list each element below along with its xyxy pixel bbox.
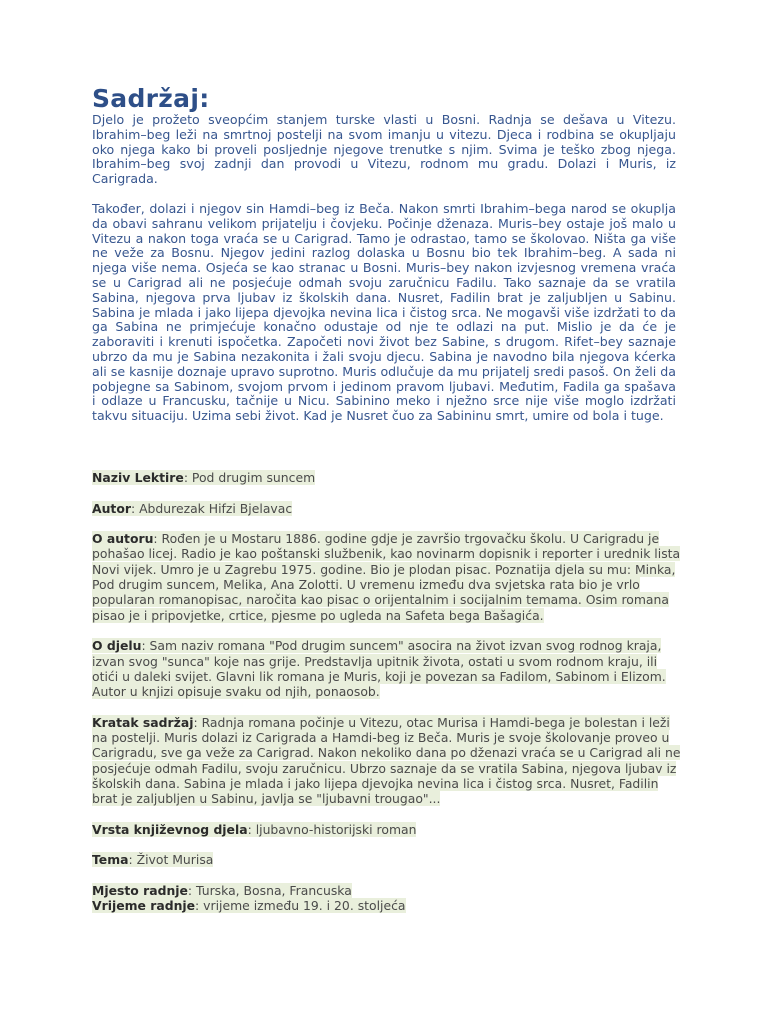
field-setting-place-value: : Turska, Bosna, Francuska [187,883,352,899]
field-genre-value: : ljubavno-historijski roman [247,821,417,837]
field-author-value: : Abdurezak Hifzi Bjelavac [130,500,293,516]
field-genre [92,822,682,837]
field-setting-time [92,898,682,913]
field-setting-time-value: : vrijeme između 19. i 20. stoljeća [195,898,406,914]
book-info-section [92,470,682,914]
field-short-summary [92,715,682,807]
field-about-author [92,531,682,623]
field-theme-label: Tema [92,852,129,868]
field-theme-value: : Život Murisa [128,852,214,868]
field-setting-place [92,883,682,898]
field-short-summary-value: : Radnja romana počinje u Vitezu, otac Murisa i Hamdi-bega je bolestan i leži na postelji. Muris dolazi iz Carigrada a Hamdi-beg iz Beča. Muris je svoje školovanje proveo u Carigradu, sve ga veže za Carigrad. Nakon nekoliko dana po dženazi vraća se u Carigrad ali ne posjećuje odmah Fadilu, svoju zaručnicu. Ubrzo saznaje da se vratila Sabina, njegova ljubav iz školskih dana. Sabina je mlada i jako lijepa djevojka nevina lica i čistog srca. Nusret, Fadilin brat je zaljubljen u Sabinu, javlja se "ljubavni trougao"... [92,714,681,807]
summary-paragraph-1: Djelo je prožeto sveopćim stanjem turske vlasti u Bosni. Radnja se dešava u Vitezu. Ibrahim–beg leži na smrtnoj postelji na svom imanju u vitezu. Djeca i rodbina se okupljaju oko njega kako bi proveli posljednje njegove trenutke s njim. Svima je teško zbog njega. Ibrahim–beg svoj zadnji dan provodi u Vitezu, rodnom mu gradu. Dolazi i Muris, iz Carigrada. [92,112,676,187]
field-author-label: Autor [92,500,131,516]
field-theme [92,852,682,867]
field-setting-place-label: Mjesto radnje [92,883,188,899]
field-setting-time-label: Vrijeme radnje [92,898,196,914]
summary-paragraph-2: Također, dolazi i njegov sin Hamdi–beg iz Beča. Nakon smrti Ibrahim–bega narod se okuplja da obavi sahranu velikom prijatelju i čovjeku. Počinje dženaza. Muris–bey ostaje još malo u Vitezu a nakon toga vraća se u Carigrad. Tamo je odrastao, tamo se školovao. Ništa ga više ne veže za Bosnu. Njegov jedini razlog dolaska u Bosnu bio tek Ibrahim–beg. A sada ni njega više nema. Osjeća se kao stranac u Bosni. Muris–bey nakon izvjesnog vremena vraća se u Carigrad ali ne posjećuje odmah svoju zaručnicu Fadilu. Tako saznaje da se vratila Sabina, njegova prva ljubav iz školskih dana. Nusret, Fadilin brat je zaljubljen u Sabinu. Sabina je mlada i jako lijepa djevojka nevina lica i čistog srca. Ne mogavši više izdržati to da ga Sabina ne primjećuje konačno odustaje od nje te odlazi na put. Mislio je da će je zaboraviti i krenuti ispočetka. Započeti novi život bez Sabine, s drugom. Rifet–bey saznaje ubrzo da mu je Sabina nezakonita i žali svoju djecu. Sabina je navodno bila njegova kćerka ali se kasnije doznaje upravo suprotno. Muris odlučuje da mu prijatelj sredi pasoš. On želi da pobjegne sa Sabinom, svojom prvom i jedinom pravom ljubavi. Međutim, Fadila ga spašava i odlaze u Francusku, tačnije u Nicu. Sabinino meko i nježno srce nije više moglo izdržati takvu situaciju. Uzima sebi život. Kad je Nusret čuo za Sabininu smrt, umire od bola i tuge. [92,200,676,424]
page-title: Sadržaj: [92,84,210,113]
summary-section [92,113,676,424]
field-title-label: Naziv Lektire [92,470,184,485]
field-short-summary-label: Kratak sadržaj [92,714,194,730]
field-genre-label: Vrsta književnog djela [92,821,248,837]
field-title-value: : Pod drugim suncem [183,470,316,485]
field-title [92,470,682,485]
field-about-work [92,638,682,699]
field-about-work-value: : Sam naziv romana "Pod drugim suncem" asocira na život izvan svog rodnog kraja, izvan svog "sunca" koje nas grije. Predstavlja upitnik života, ostati u svom rodnom kraju, ili otići u daleki svijet. Glavni lik romana je Muris, koji je povezan sa Fadilom, Sabinom i Elizom. Autor u knjizi opisuje svaku od njih, ponaosob. [92,638,666,700]
field-author [92,501,682,516]
field-about-author-value: : Rođen je u Mostaru 1886. godine gdje je završio trgovačku školu. U Carigradu je pohašao licej. Radio je kao poštanski službenik, kao novinarm dopisnik i reporter i urednik lista Novi vijek. Umro je u Zagrebu 1975. godine. Bio je plodan pisac. Poznatija djela su mu: Minka, Pod drugim suncem, Melika, Ana Zolotti. U vremenu između dva svjetska rata bio je vrlo popularan romanopisac, naročita kao pisac o orijentalnim i socijalnim temama. Osim romana pisao je i pripovjetke, crtice, pjesme po ugleda na Safeta bega Bašagića. [92,531,681,623]
field-about-work-label: O djelu [92,638,142,654]
field-about-author-label: O autoru [92,531,154,547]
